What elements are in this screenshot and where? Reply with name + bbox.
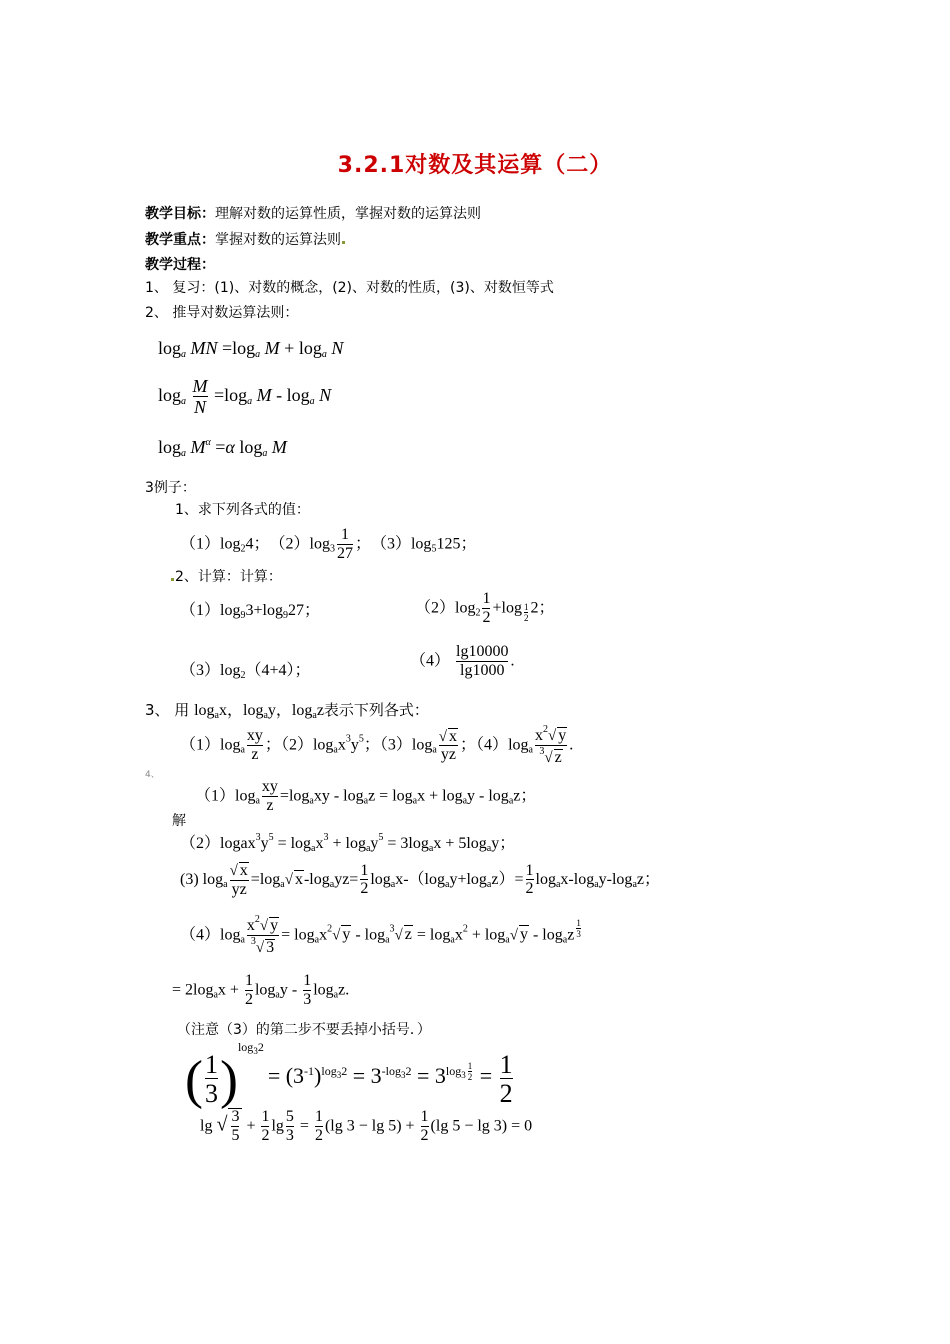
teaching-process-label: 教学过程： — [145, 257, 215, 273]
example-2-item-2: $(2)\log_2$ $\frac{1}{2}$ +log $_{\frac{1}{2}}$ 2； — [415, 590, 555, 626]
rule-power: $\log_a M^\alpha =\alpha$ $\log_a M$ — [158, 437, 287, 459]
example-2-item-3: $(3)\log_2(4+4)$； — [180, 662, 311, 681]
example-1-items: $(1)\log_24$； $(2)\log_3$ $\frac{1}{27}$ ； $(3)\log_5125$； — [180, 526, 477, 562]
solution-2: $(2)logax^3y^5 = \log_ax^3 + \log_ay^5 = 3\log_ax + 5\log_ay$； — [180, 832, 516, 854]
example-1-title: 1、求下列各式的值： — [175, 502, 310, 518]
teaching-focus-line — [145, 229, 346, 249]
solution-3: (3) $\log_a$ $\frac{√ x}{yz}$ $=\log_a√$ $x-\log_ayz=$ $\frac{1}{2}$ $\log_ax-(\log_ay+\log_az)=$ $\frac{1}{2}$ $\log_ax-\log_ay-\log_az$； — [180, 861, 660, 898]
solution-label: 解 — [172, 813, 186, 829]
teaching-focus-label: 教学重点： — [145, 232, 215, 248]
teaching-goal-text: 理解对数的运算性质，掌握对数的运算法则 — [215, 206, 481, 222]
teaching-goal-label: 教学目标： — [145, 206, 215, 222]
step-examples: 3例子： — [145, 480, 196, 496]
step-review: 1、 复习：(1)、对数的概念，(2)、对数的性质，(3)、对数恒等式 — [145, 280, 554, 296]
teaching-focus-text: 掌握对数的运算法则 — [215, 232, 341, 248]
express-task-items: $(1)\log_a$ $\frac{xy}{z}$ ；$(2)\log_ax^3y^5$；$(3)\log_a$ $\frac{√ x}{yz}$ ；$(4)\log_a$ $\frac{x^2√ y}{^3√ z}$ . — [180, 724, 574, 766]
rule-product: $\log_a$ MN $=\log_a$ $M + \log_a N$ — [158, 338, 344, 360]
solution-4: $(4)\log_a$ $\frac{x^2√ y}{^3√ 3}$ = $\log_ax^2√$ y - $\log_a^3√$ $z = \log_ax^2 + \log_a√$ y - $\log_az$ $^{\frac{1}{3}}$ — [180, 914, 581, 956]
express-task-line: 3、 用 $\log_ax$，$\log_ay$，$\log_az$表示下列各式： — [145, 701, 429, 721]
teaching-goal-line — [145, 203, 481, 223]
example-2-item-1: $(1)\log_93+\log_927$； — [180, 602, 320, 621]
page-title: 3.2.1对数及其运算（二） — [337, 153, 613, 178]
example-2-item-4: （4） $\frac{\lg 10000}{\lg 1000}$ . — [410, 643, 515, 679]
example-2-title: 2、计算：计算： — [170, 566, 282, 586]
rule-quotient: $\log_a$ $\frac{M}{N}$ $=\log_a$ M - $\log_a N$ — [158, 376, 332, 417]
solution-4-result: = $2\log_ax$ + $\frac{1}{2}$ $\log_ay$ - $\frac{1}{3}$ $\log_az$. — [172, 972, 350, 1008]
stray-mark: 4、 — [145, 770, 160, 780]
solution-1: $(1)\log_a$ $\frac{xy}{z}$ $=\log_axy - \log_az = \log_ax + \log_ay - \log_az$； — [195, 778, 537, 814]
formula-lg-sum: lg √ $\frac{3}{5}$ + $\frac{1}{2}$ lg $\frac{5}{3}$ = $\frac{1}{2}$ (lg 3 − lg 5) + $\frac{1}{2}$ (lg 5 − lg 3) = 0 — [200, 1108, 533, 1144]
step-derive: 2、 推导对数运算法则： — [145, 305, 299, 321]
formula-power-identity: ( $\frac{1}{3}$ )$^{log_32} = (3^{-1})^{log_32} = 3^{-log_32} = 3^{log_3 \frac{1}{2}}$ = $\frac{1}{2}$ — [185, 1040, 513, 1110]
note-brackets: （注意（3）的第二步不要丢掉小括号．） — [177, 1022, 431, 1038]
